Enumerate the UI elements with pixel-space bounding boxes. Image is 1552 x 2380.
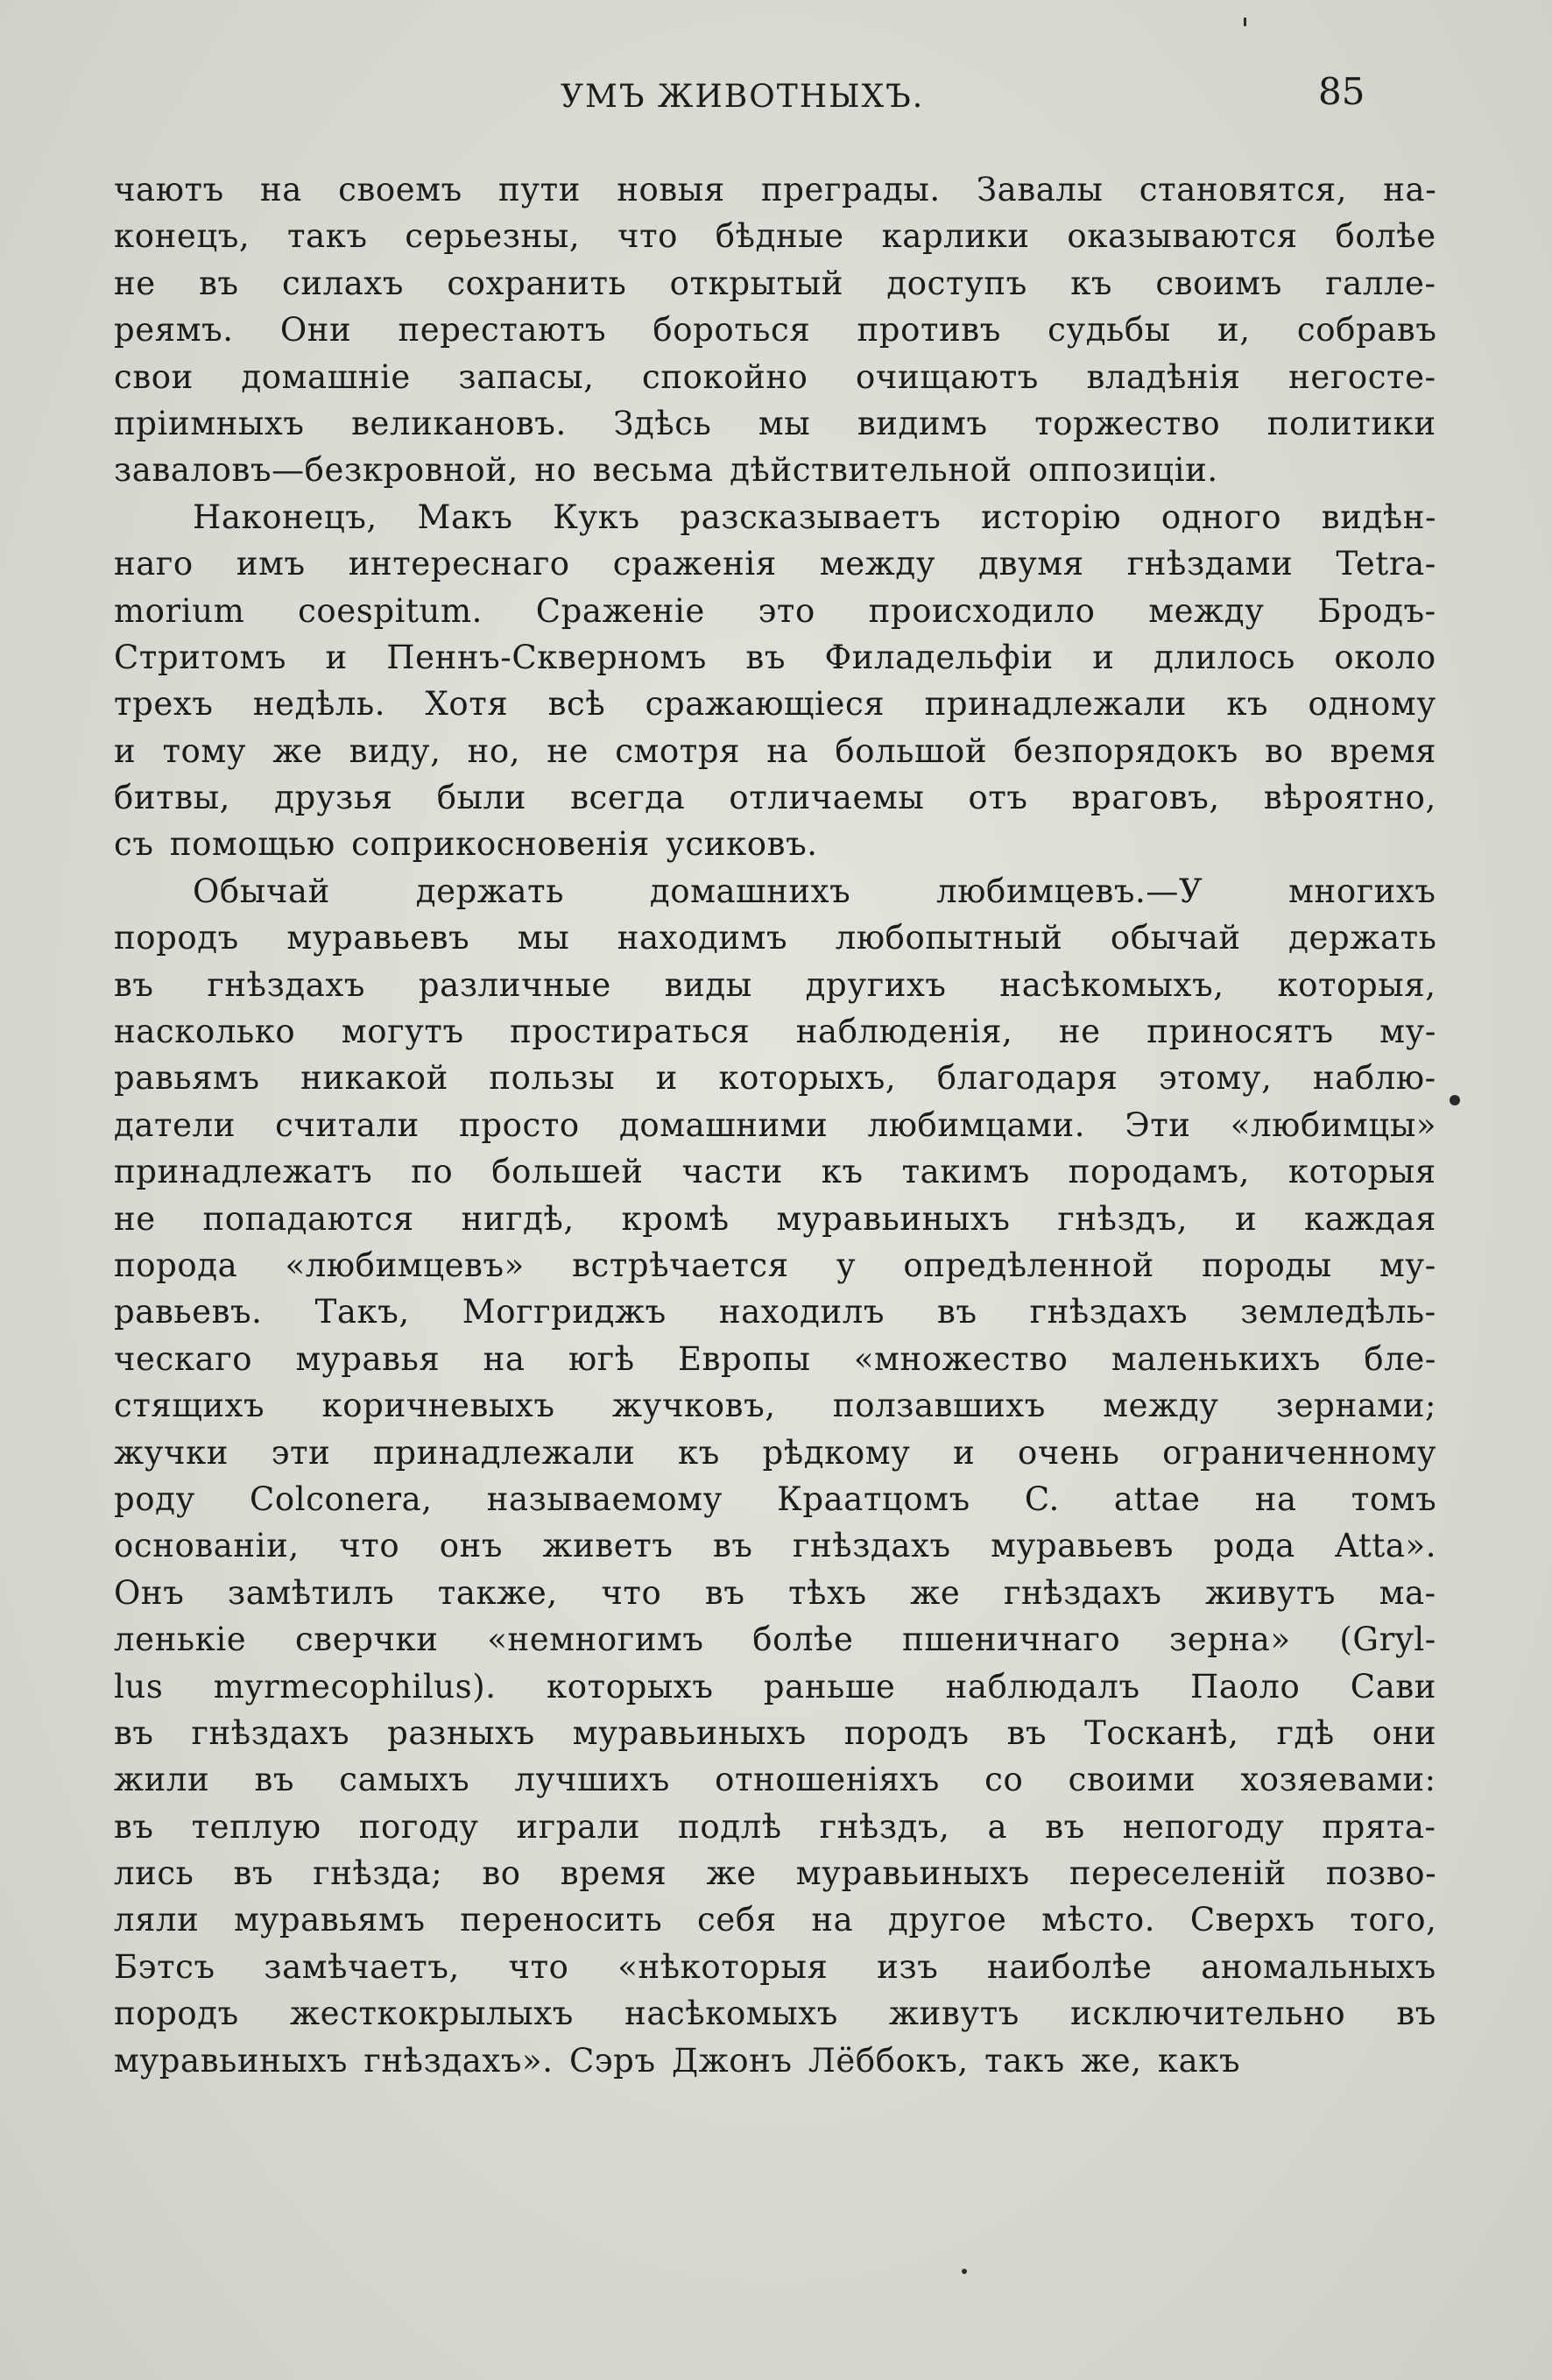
text-line: не въ силахъ сохранить открытый доступъ къ своимъ галле- [114,264,1436,302]
text-line: муравьиныхъ гнѣздахъ». Сэръ Джонъ Лёббокъ, такъ же, какъ [114,2041,1241,2080]
text-line: ляли муравьямъ переносить себя на другое мѣсто. Сверхъ того, [114,1901,1437,1939]
text-line: стящихъ коричневыхъ жучковъ, ползавшихъ между зернами; [114,1387,1437,1425]
text-line: Стритомъ и Пеннъ-Скверномъ въ Филадельфіи и длилось около [114,638,1436,676]
ink-speck [962,2269,967,2274]
text-line: съ помощью соприкосновенія усиковъ. [114,825,818,864]
text-line: и тому же виду, но, не смотря на большой безпорядокъ во время [114,731,1437,770]
text-line: не попадаются нигдѣ, кромѣ муравьиныхъ гнѣздъ, и каждая [114,1199,1436,1238]
text-line: заваловъ—безкровной, но весьма дѣйствительной оппозиціи. [114,451,1218,490]
text-line: реямъ. Они перестаютъ бороться противъ судьбы и, собравъ [114,311,1437,350]
paragraph-first-line: Наконецъ, Макъ Кукъ разсказываетъ исторію одного видѣн- [193,498,1437,536]
text-line: породъ жесткокрылыхъ насѣкомыхъ живутъ исключительно въ [114,1995,1436,2033]
text-line: трехъ недѣль. Хотя всѣ сражающіеся принадлежали къ одному [114,685,1436,724]
text-line: Онъ замѣтилъ также, что въ тѣхъ же гнѣздахъ живутъ ма- [114,1573,1436,1612]
text-line: пріимныхъ великановъ. Здѣсь мы видимъ торжество политики [114,404,1436,442]
text-line: конецъ, такъ серьезны, что бѣдные карлики оказываются болѣе [114,217,1436,256]
text-line: датели считали просто домашними любимцами. Эти «любимцы» [114,1105,1437,1144]
ink-speck [1450,1095,1460,1105]
text-line: lus myrmecophilus). которыхъ раньше наблюдалъ Паоло Сави [114,1667,1437,1706]
page-number: 85 [1318,70,1365,113]
text-line: въ теплую погоду играли подлѣ гнѣздъ, а въ непогоду прята- [114,1807,1436,1846]
text-line: въ гнѣздахъ различные виды другихъ насѣкомыхъ, которыя, [114,965,1436,1004]
text-line: въ гнѣздахъ разныхъ муравьиныхъ породъ въ Тосканѣ, гдѣ они [114,1713,1437,1752]
text-line: равьямъ никакой пользы и которыхъ, благодаря этому, наблю- [114,1059,1436,1098]
running-title: УМЪ ЖИВОТНЫХЪ. [561,79,925,115]
text-line: насколько могутъ простираться наблюденія, не приносятъ му- [114,1013,1436,1051]
text-line: жили въ самыхъ лучшихъ отношеніяхъ со своими хозяевами: [114,1761,1436,1799]
text-line: лись въ гнѣзда; во время же муравьиныхъ переселеній позво- [114,1854,1437,1893]
text-line: ленькіе сверчки «немногимъ болѣе пшеничнаго зерна» (Gryl- [114,1621,1436,1659]
text-line: чаютъ на своемъ пути новыя преграды. Завалы становятся, на- [114,171,1437,208]
page-header [0,70,1552,123]
ink-speck [1244,18,1246,26]
text-line: принадлежатъ по большей части къ такимъ породамъ, которыя [114,1153,1436,1191]
text-line: порода «любимцевъ» встрѣчается у опредѣленной породы му- [114,1246,1436,1284]
section-heading-line: Обычай держать домашнихъ любимцевъ.—У многихъ [193,872,1436,910]
text-line: Бэтсъ замѣчаетъ, что «нѣкоторыя изъ наиболѣе аномальныхъ [114,1947,1436,1986]
text-line: наго имъ интереснаго сраженія между двумя гнѣздами Tetra- [114,545,1436,583]
text-line: битвы, друзья были всегда отличаемы отъ враговъ, вѣроятно, [114,779,1436,817]
text-line: ческаго муравья на югѣ Европы «множество маленькихъ бле- [114,1339,1437,1378]
body-text [114,166,1436,2084]
text-line: равьевъ. Такъ, Моггриджъ находилъ въ гнѣздахъ земледѣль- [114,1293,1436,1331]
text-line: основаніи, что онъ живетъ въ гнѣздахъ муравьевъ рода Atta». [114,1527,1437,1565]
text-line: свои домашніе запасы, спокойно очищаютъ владѣнія негосте- [114,357,1436,396]
text-line: породъ муравьевъ мы находимъ любопытный обычай держать [114,919,1437,957]
text-line: morium coespitum. Сраженіе это происходило между Бродъ- [114,591,1436,630]
text-line: жучки эти принадлежали къ рѣдкому и очень ограниченному [114,1433,1437,1472]
text-line: роду Colconera, называемому Краатцомъ C. attae на томъ [114,1480,1437,1518]
